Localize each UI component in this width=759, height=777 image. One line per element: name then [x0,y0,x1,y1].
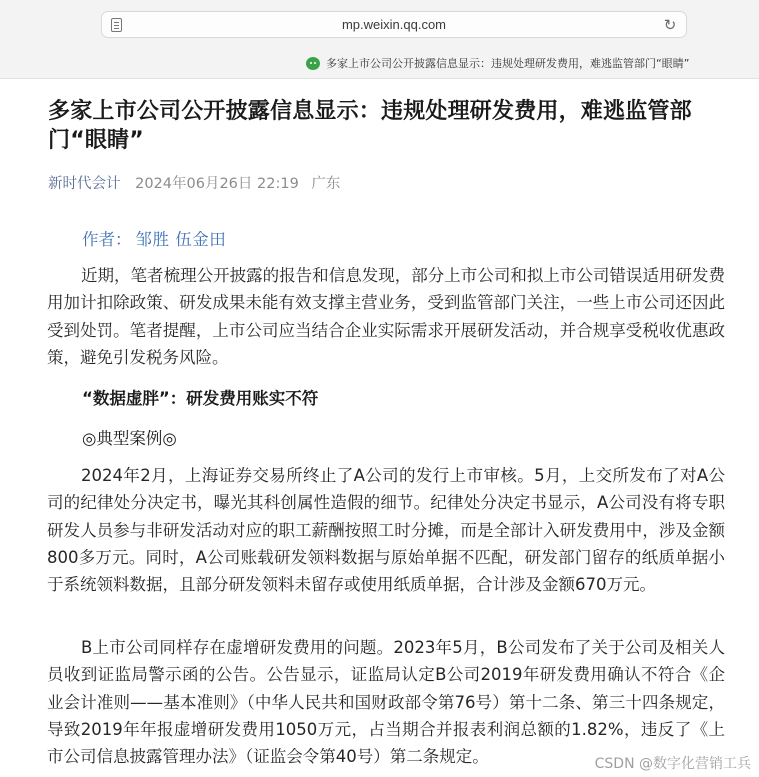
author-names: 邹胜 伍金田 [135,230,227,249]
publish-location: 广东 [311,176,341,192]
reload-icon[interactable]: ↻ [663,16,677,34]
watermark: CSDN @数字化营销工兵 [594,756,751,772]
address-bar[interactable] [101,11,687,38]
article-title: 多家上市公司公开披露信息显示：违规处理研发费用，难逃监管部门“眼睛” [48,99,692,153]
url-text[interactable]: mp.weixin.qq.com [341,17,447,32]
paragraph-case-b: B上市公司同样存在虚增研发费用的问题。2023年5月，B公司发布了关于公司及相关人员收到证监局警示函的公告。公告显示，证监局认定B公司2019年研发费用确认不符合《企业会计准则——基本准则》（中华人民共和国财政部令第76号）第十二条、第三十四条规定，导致2019年年报虚增研发费用1050万元，占当期合并报表利润总额的1.82%，违反了《上市公司信息披露管理办法》（证监会令第40号）第二条规定。 [47,638,725,767]
paragraph-case-a: 2024年2月，上海证券交易所终止了A公司的发行上市审核。5月，上交所发布了对A公司的纪律处分决定书，曝光其科创属性造假的细节。纪律处分决定书显示，A公司没有将专职研发人员参与非研发活动对应的职工薪酬按照工时分摊，而是全部计入研发费用中，涉及金额800多万元。同时，A公司账载研发领料数据与原始单据不匹配，研发部门留存的纸质单据小于系统领料数据，且部分研发领料未留存或使用纸质单据，合计涉及金额670万元。 [47,466,725,595]
browser-chrome [0,0,759,79]
paragraph-intro: 近期，笔者梳理公开披露的报告和信息发现，部分上市公司和拟上市公司错误适用研发费用加计扣除政策、研发成果未能有效支撑主营业务，受到监管部门关注，一些上市公司还因此受到处罚。笔者提醒，上市公司应当结合企业实际需求开展研发活动，并合规享受税收优惠政策，避免引发税务风险。 [47,266,725,367]
article-meta [48,172,340,193]
wechat-icon [306,57,320,70]
browser-tab[interactable] [306,55,689,71]
section-heading: “数据虚胖”：研发费用账实不符 [82,389,319,408]
author-label: 作者： [82,230,132,249]
tab-title: 多家上市公司公开披露信息显示：违规处理研发费用，难逃监管部门“眼睛” [326,57,690,70]
publish-date: 2024年06月26日 22:19 [135,176,299,192]
account-name-link[interactable]: 新时代会计 [48,176,121,192]
case-heading: ◎典型案例◎ [82,429,177,448]
author-line [82,226,226,250]
